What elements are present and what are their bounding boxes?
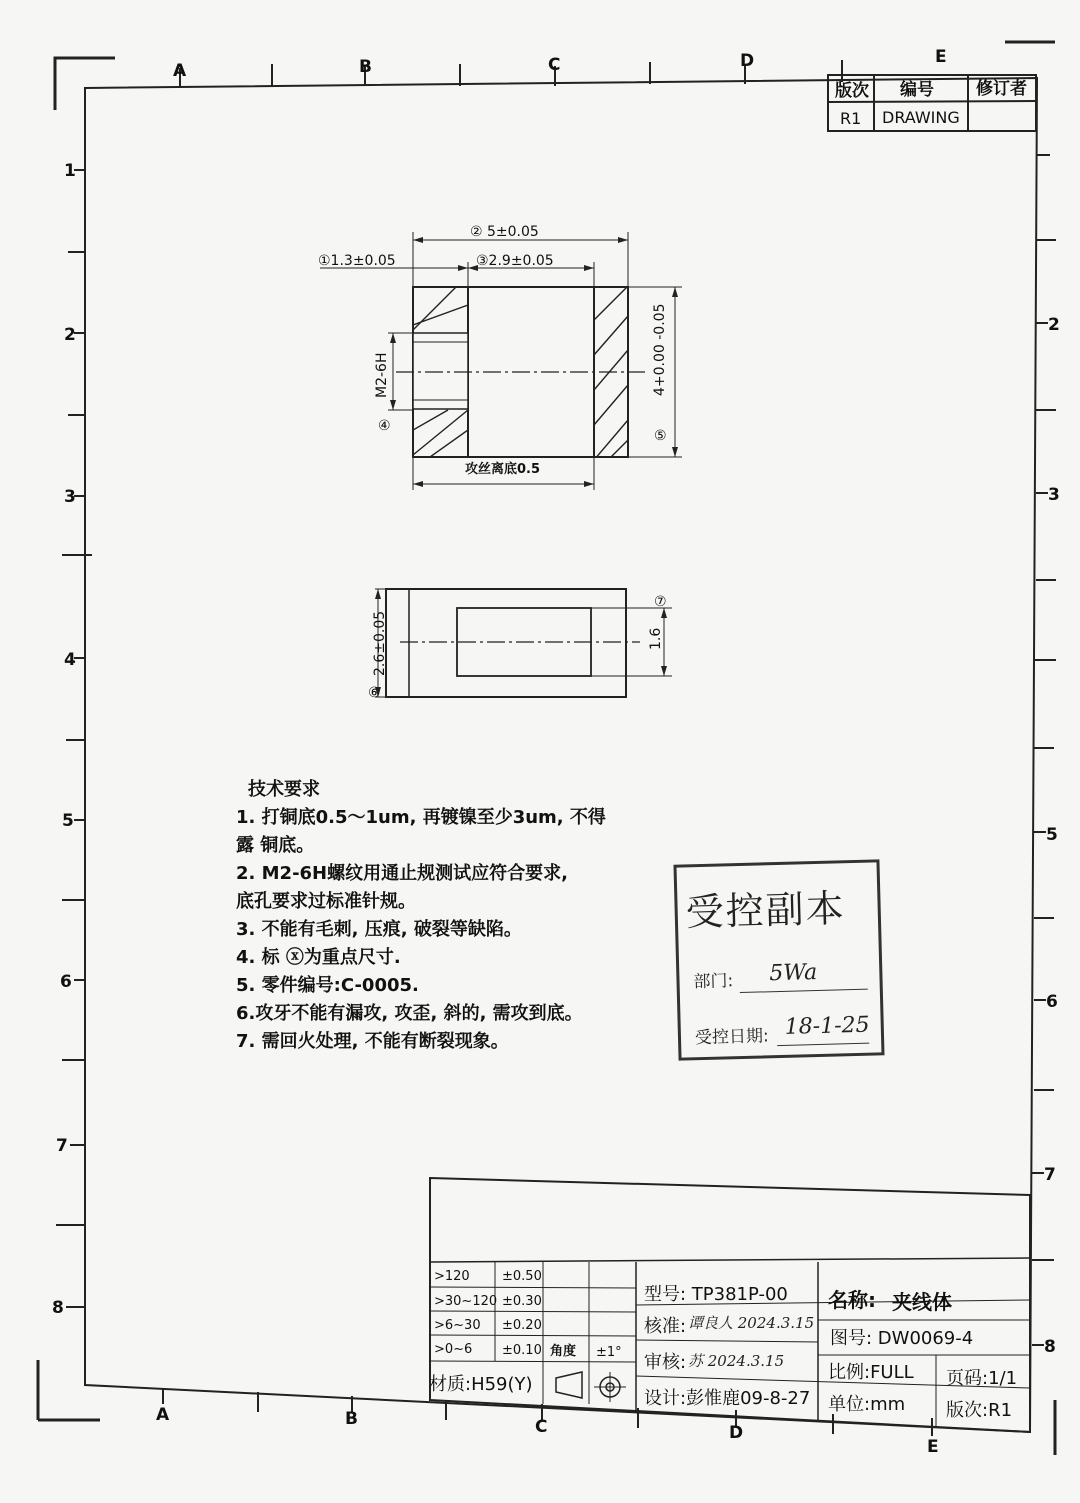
note-1-cont: 露 铜底。 <box>236 835 315 856</box>
dim-tap-note: 攻丝离底0.5 <box>465 462 541 477</box>
zone-row-1-left: 1 <box>64 161 76 181</box>
tol-range-3: >6~30 <box>434 1318 481 1333</box>
tol-value-4: ±0.10 <box>502 1343 542 1358</box>
rev-header-reviser: 修订者 <box>976 79 1027 99</box>
zone-row-4-left: 4 <box>64 650 76 670</box>
zone-row-5-left: 5 <box>62 811 74 831</box>
tol-value-2: ±0.30 <box>502 1294 542 1309</box>
zone-col-c-top: C <box>548 55 561 75</box>
part-name-label: 名称: <box>828 1288 876 1312</box>
note-4: 4. 标 ⓧ为重点尺寸. <box>236 947 401 968</box>
zone-row-6-right: 6 <box>1046 992 1058 1012</box>
zone-col-d-bottom: D <box>729 1423 744 1443</box>
zone-col-b-bottom: B <box>345 1409 358 1429</box>
angle-tol: ±1° <box>596 1345 622 1360</box>
notes-title: 技术要求 <box>248 779 320 800</box>
version: 版次:R1 <box>946 1400 1013 1421</box>
zone-col-b-top: B <box>359 57 372 77</box>
zone-row-8-left: 8 <box>52 1298 64 1318</box>
mark-4: ④ <box>378 418 391 434</box>
rev-version: R1 <box>840 109 862 128</box>
zone-row-3-right: 3 <box>1048 485 1060 505</box>
zone-col-e-bottom: E <box>927 1437 939 1457</box>
stamp-date-value: 18-1-25 <box>784 1012 870 1040</box>
dim-outer-width: ② 5±0.05 <box>470 224 539 240</box>
dim-wall: ①1.3±0.05 <box>318 253 396 269</box>
mark-6: ⑥ <box>368 685 381 701</box>
stamp-date-label: 受控日期: <box>694 1026 769 1049</box>
page-number: 页码:1/1 <box>946 1368 1018 1389</box>
zone-row-6-left: 6 <box>60 972 72 992</box>
zone-row-7-left: 7 <box>56 1136 68 1156</box>
designer: 设计:彭惟鹿09-8-27 <box>644 1388 811 1409</box>
note-7: 7. 需回火处理, 不能有断裂现象。 <box>236 1031 509 1052</box>
tol-range-2: >30~120 <box>434 1294 498 1309</box>
zone-col-a-top: A <box>173 61 187 81</box>
note-3: 3. 不能有毛刺, 压痕, 破裂等缺陷。 <box>236 919 522 940</box>
dim-height: 4+0.00 -0.05 <box>652 303 668 396</box>
rev-header-number: 编号 <box>900 80 934 100</box>
approve-label: 核准: <box>644 1316 687 1337</box>
dim-inner-width: ③2.9±0.05 <box>476 253 554 269</box>
tol-range-4: >0~6 <box>434 1342 473 1357</box>
zone-row-2-right: 2 <box>1048 315 1060 335</box>
zone-row-3-left: 3 <box>64 487 76 507</box>
technical-notes <box>236 776 606 1056</box>
mark-7: ⑦ <box>654 594 667 610</box>
angle-label: 角度 <box>550 1344 577 1359</box>
review-signature: 苏 2024.3.15 <box>688 1352 785 1370</box>
mark-5: ⑤ <box>654 428 667 444</box>
stamp-title: 受控副本 <box>685 886 847 935</box>
tol-value-1: ±0.50 <box>502 1269 542 1284</box>
tol-value-3: ±0.20 <box>502 1318 542 1333</box>
dim-thread: M2-6H <box>374 352 390 398</box>
dim-bottom-width: 2.6±0.05 <box>372 610 388 676</box>
stamp-dept-label: 部门: <box>693 971 734 993</box>
scale: 比例:FULL <box>828 1362 914 1383</box>
drawing-number: 图号: DW0069-4 <box>830 1328 974 1349</box>
stamp-dept-value: 5Wa <box>769 960 818 987</box>
zone-col-c-bottom: C <box>535 1417 548 1437</box>
note-2-cont: 底孔要求过标准针规。 <box>236 891 416 912</box>
note-6: 6.攻牙不能有漏攻, 攻歪, 斜的, 需攻到底。 <box>236 1003 583 1024</box>
rev-header-version: 版次 <box>835 81 869 101</box>
tol-range-1: >120 <box>434 1269 470 1284</box>
material: 材质:H59(Y) <box>429 1374 533 1395</box>
controlled-copy-stamp <box>673 859 884 1060</box>
rev-number: DRAWING <box>882 108 960 127</box>
zone-row-8-right: 8 <box>1044 1337 1056 1357</box>
part-name: 夹线体 <box>892 1290 952 1314</box>
zone-row-5-right: 5 <box>1046 825 1058 845</box>
zone-col-e-top: E <box>935 47 947 67</box>
zone-row-7-right: 7 <box>1044 1165 1056 1185</box>
dim-inner: 1.6 <box>648 627 664 650</box>
approve-signature: 谭良人 2024.3.15 <box>688 1314 815 1332</box>
note-1: 1. 打铜底0.5～1um, 再镀镍至少3um, 不得 <box>236 807 606 828</box>
unit: 单位:mm <box>828 1394 906 1415</box>
zone-row-2-left: 2 <box>64 325 76 345</box>
review-label: 审核: <box>644 1352 687 1373</box>
note-2: 2. M2-6H螺纹用通止规测试应符合要求, <box>236 863 568 884</box>
zone-col-a-bottom: A <box>156 1405 170 1425</box>
zone-col-d-top: D <box>740 51 755 71</box>
model-number: 型号: TP381P-00 <box>644 1284 788 1305</box>
note-5: 5. 零件编号:C-0005. <box>236 975 419 996</box>
